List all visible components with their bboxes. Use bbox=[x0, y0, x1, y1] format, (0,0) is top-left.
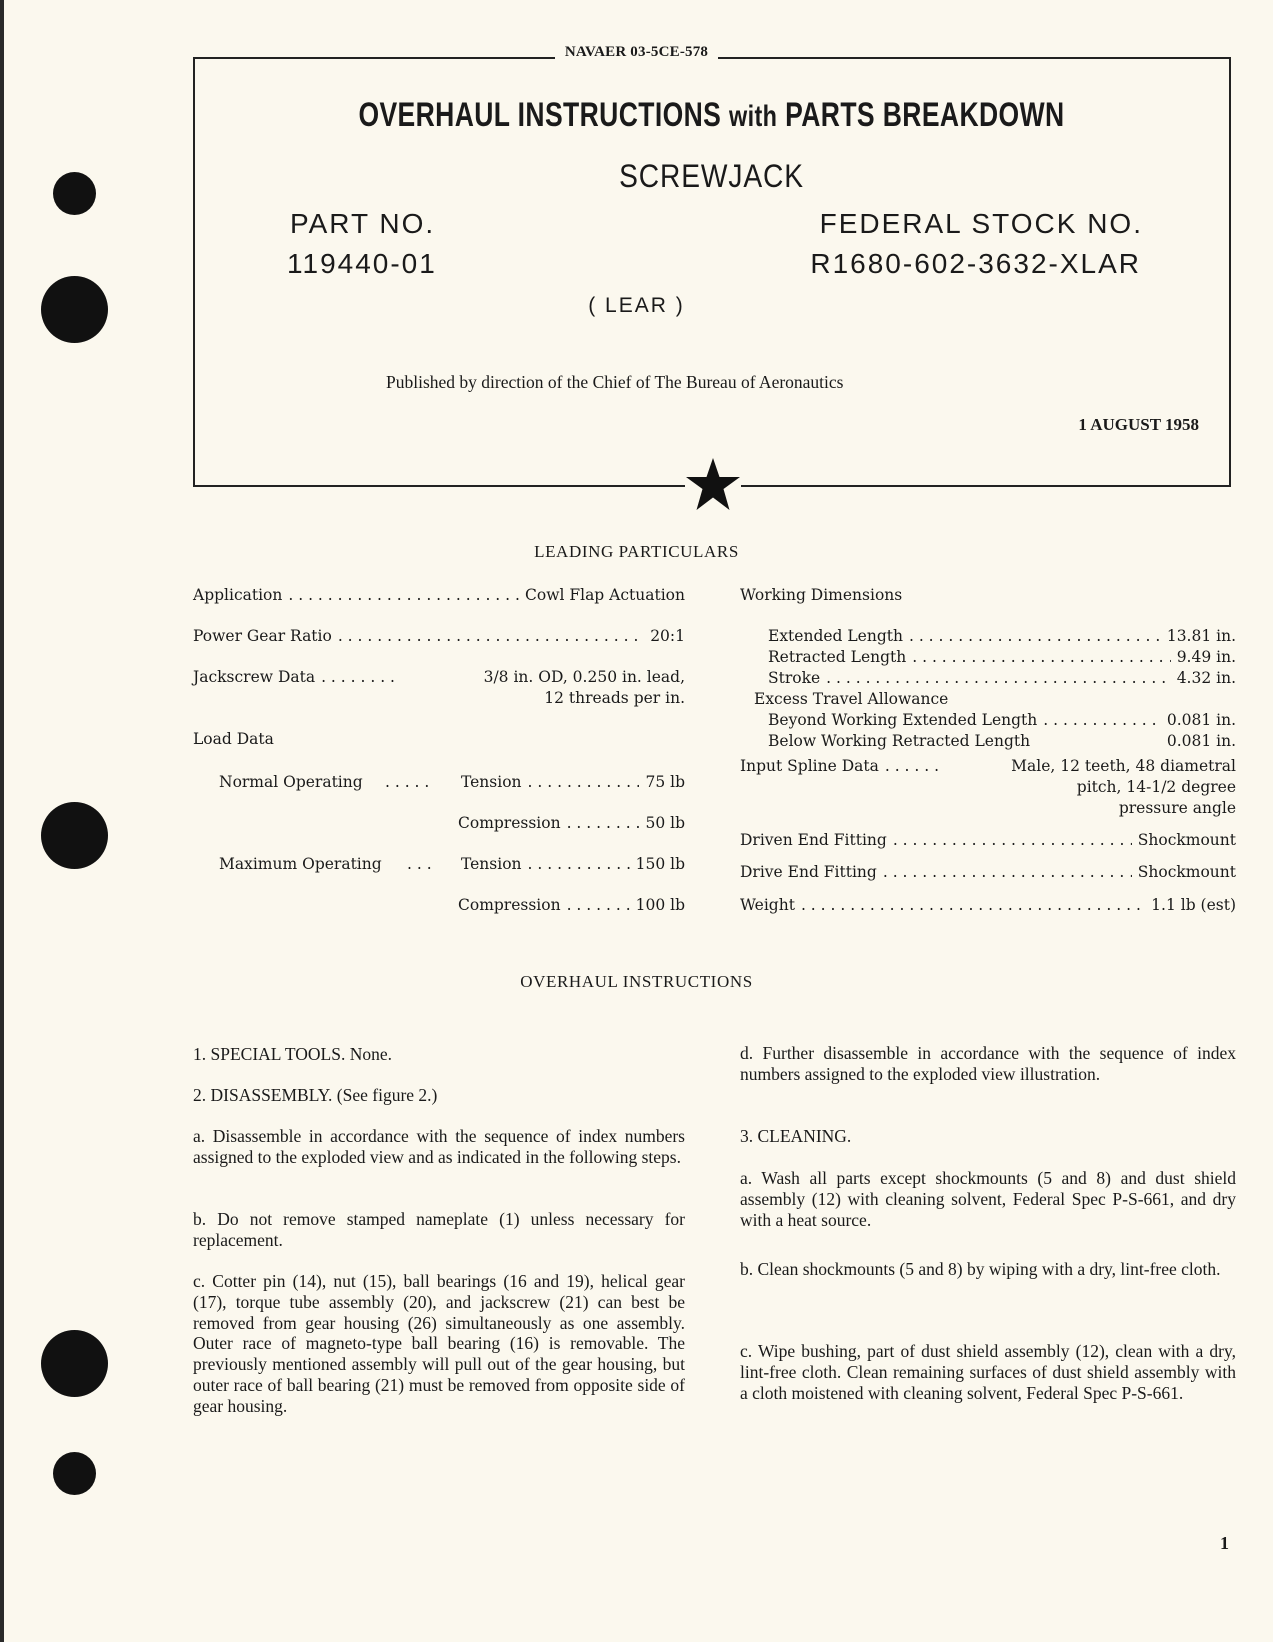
particular-power-gear-ratio: Power Gear Ratio . . . 20:1 bbox=[193, 627, 685, 645]
particular-driven-end-fitting: Driven End Fitting . . . Shockmount bbox=[740, 831, 1236, 849]
title-box-right-rule bbox=[1229, 57, 1231, 485]
disassembly-step-d: d. Further disassemble in accordance with the sequence of index numbers assigned to the exploded view illustration. bbox=[740, 1043, 1236, 1084]
part-no-label: PART NO. bbox=[290, 208, 436, 239]
part-no-value: 119440-01 bbox=[287, 248, 437, 279]
particular-stroke: Stroke . . . 4.32 in. bbox=[768, 669, 1236, 687]
title-box-bottom-rule-left bbox=[193, 485, 685, 487]
disassembly-step-a: a. Disassemble in accordance with the sequence of index numbers assigned to the exploded view and as indicated in the following steps. bbox=[193, 1126, 685, 1167]
load-normal-tension: Normal Operating . . . Tension . . . 75 lb bbox=[219, 773, 685, 791]
section-special-tools: 1. SPECIAL TOOLS. None. bbox=[193, 1044, 392, 1064]
document-subtitle: SCREWJACK bbox=[619, 158, 804, 194]
disassembly-step-c: c. Cotter pin (14), nut (15), ball bearings (16 and 19), helical gear (17), torque tube assembly (20), and jackscrew (21) can best be removed from gear housing (26) simultaneously as one assembly. Outer race of magneto-type ball bearing (16) is removable. The previously mentioned assembly will pull out of the gear housing, but outer race of ball bearing (21) must be removed from opposite side of gear housing. bbox=[193, 1271, 685, 1416]
input-spline-line2: pitch, 14-1/2 degree bbox=[1076, 778, 1236, 796]
stock-no-value: R1680-602-3632-XLAR bbox=[810, 248, 1141, 279]
particular-weight: Weight . . . 1.1 lb (est) bbox=[740, 896, 1236, 914]
document-number: NAVAER 03-5CE-578 bbox=[0, 44, 1273, 61]
particular-input-spline: Input Spline Data . . . Male, 12 teeth, 48 diametral bbox=[740, 757, 1236, 775]
load-maximum-compression: Compression . . . 100 lb bbox=[458, 896, 685, 914]
overhaul-instructions-heading: OVERHAUL INSTRUCTIONS bbox=[520, 972, 753, 991]
section-cleaning: 3. CLEANING. bbox=[740, 1126, 852, 1146]
particular-beyond-extended: Beyond Working Extended Length . . . 0.081 in. bbox=[768, 711, 1236, 729]
cleaning-step-a: a. Wash all parts except shockmounts (5 and 8) and dust shield assembly (12) with cleaning solvent, Federal Spec P-S-661, and dry with a heat source. bbox=[740, 1168, 1236, 1230]
punch-hole-1 bbox=[53, 172, 96, 215]
particular-application: Application . . . Cowl Flap Actuation bbox=[193, 586, 685, 604]
punch-hole-4 bbox=[41, 1330, 108, 1397]
title-box-left-rule bbox=[193, 57, 195, 485]
star-icon bbox=[684, 456, 742, 514]
particular-drive-end-fitting: Drive End Fitting . . . Shockmount bbox=[740, 863, 1236, 881]
particular-jackscrew-data: Jackscrew Data . . . 3/8 in. OD, 0.250 in. lead, bbox=[193, 668, 685, 686]
particular-retracted-length: Retracted Length . . . 9.49 in. bbox=[768, 648, 1236, 666]
document-title: OVERHAUL INSTRUCTIONS with PARTS BREAKDOWN bbox=[358, 96, 1065, 134]
page-number: 1 bbox=[1220, 1533, 1229, 1553]
scan-edge bbox=[0, 0, 4, 1642]
disassembly-step-b: b. Do not remove stamped nameplate (1) unless necessary for replacement. bbox=[193, 1209, 685, 1250]
stock-no-label: FEDERAL STOCK NO. bbox=[819, 208, 1143, 239]
load-normal-compression: Compression . . . 50 lb bbox=[458, 814, 685, 832]
published-by: Published by direction of the Chief of The Bureau of Aeronautics bbox=[386, 372, 844, 392]
jackscrew-data-line2: 12 threads per in. bbox=[544, 689, 685, 707]
load-data-label: Load Data bbox=[193, 730, 274, 748]
cleaning-step-c: c. Wipe bushing, part of dust shield assembly (12), clean with a dry, lint-free cloth. Clean remaining surfaces of dust shield assembly with a cloth moistened with cleaning solvent, Federal Spec P-S-661. bbox=[740, 1341, 1236, 1403]
leading-particulars-heading: LEADING PARTICULARS bbox=[534, 542, 739, 561]
excess-travel-label: Excess Travel Allowance bbox=[754, 690, 949, 708]
particular-extended-length: Extended Length . . . 13.81 in. bbox=[768, 627, 1236, 645]
publication-date: 1 AUGUST 1958 bbox=[1078, 415, 1199, 434]
manufacturer: ( LEAR ) bbox=[588, 294, 685, 317]
working-dimensions-label: Working Dimensions bbox=[740, 586, 903, 604]
punch-hole-5 bbox=[53, 1452, 96, 1495]
input-spline-line3: pressure angle bbox=[1118, 799, 1236, 817]
particular-below-retracted: Below Working Retracted Length 0.081 in. bbox=[768, 732, 1236, 750]
load-maximum-tension: Maximum Operating . . . Tension . . . 150 lb bbox=[219, 855, 685, 873]
section-disassembly: 2. DISASSEMBLY. (See figure 2.) bbox=[193, 1085, 438, 1105]
cleaning-step-b: b. Clean shockmounts (5 and 8) by wiping with a dry, lint-free cloth. bbox=[740, 1259, 1221, 1279]
punch-hole-3 bbox=[41, 802, 108, 869]
title-box-bottom-rule-right bbox=[741, 485, 1231, 487]
